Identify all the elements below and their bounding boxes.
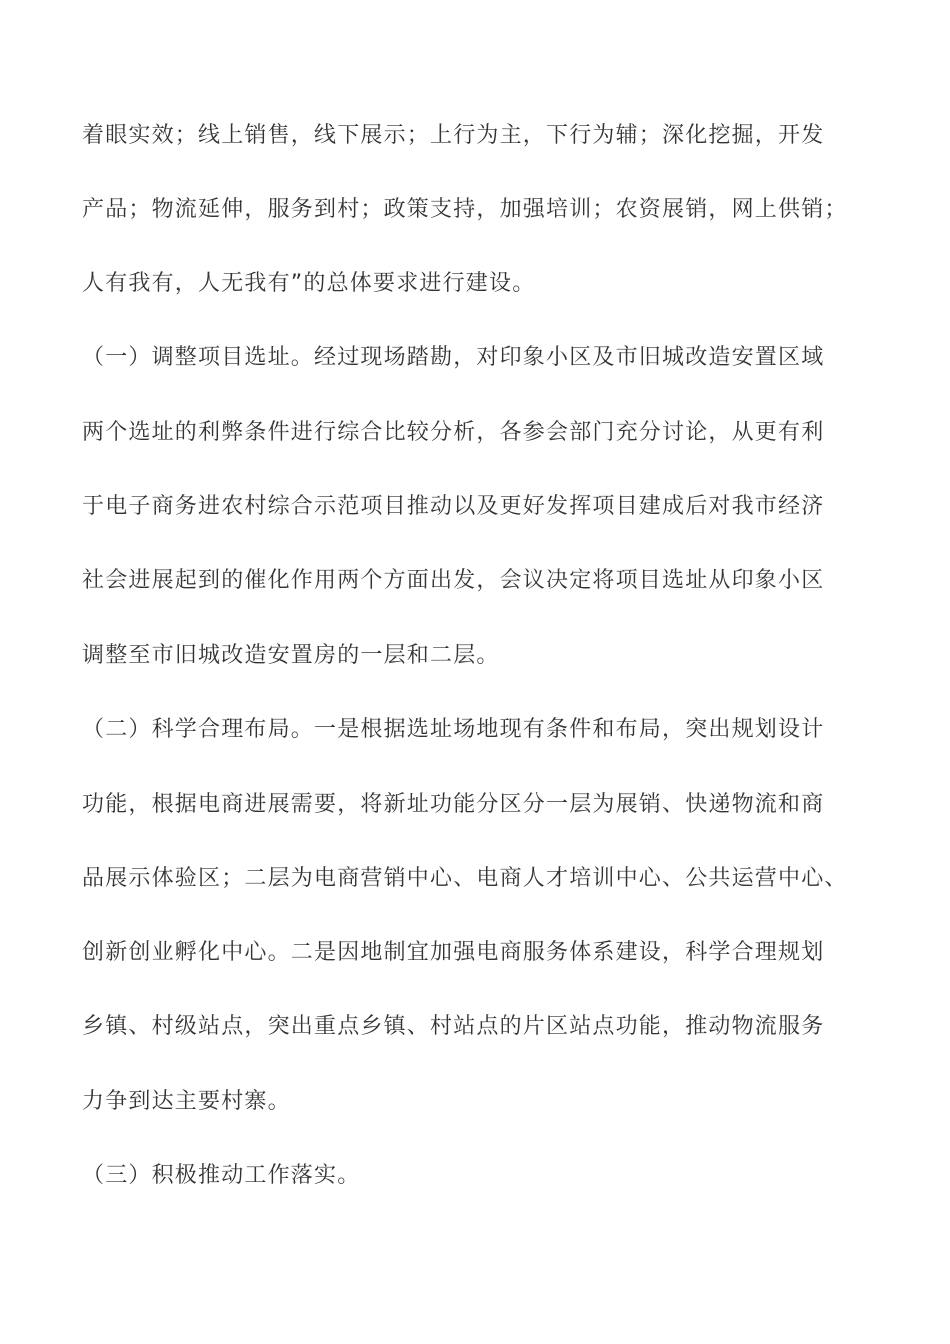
- text-line-8: 调整至市旧城改造安置房的一层和二层。: [82, 643, 500, 668]
- text-line-2: 产品；物流延伸，服务到村；政策支持，加强培训；农资展销，网上供销；: [82, 197, 848, 222]
- paragraph-two-heading-line: （二）科学合理布局。一是根据选址场地现有条件和布局，突出规划设计: [82, 717, 825, 742]
- text-line-7: 社会进展起到的催化作用两个方面出发，会议决定将项目选址从印象小区: [82, 568, 825, 593]
- text-line-5: 两个选址的利弊条件进行综合比较分析，各参会部门充分讨论，从更有利: [82, 420, 825, 445]
- text-line-13: 乡镇、村级站点，突出重点乡镇、村站点的片区站点功能，推动物流服务: [82, 1014, 825, 1039]
- text-line-14: 力争到达主要村寨。: [82, 1089, 291, 1114]
- paragraph-one-heading-line: （一）调整项目选址。经过现场踏勘，对印象小区及市旧城改造安置区域: [82, 345, 825, 370]
- text-line-3: 人有我有，人无我有”的总体要求进行建设。: [82, 271, 536, 296]
- paragraph-three-heading-line: （三）积极推动工作落实。: [82, 1163, 361, 1188]
- text-line-12: 创新创业孵化中心。二是因地制宜加强电商服务体系建设，科学合理规划: [82, 940, 825, 965]
- text-line-11: 品展示体验区；二层为电商营销中心、电商人才培训中心、公共运营中心、: [82, 866, 848, 891]
- text-line-6: 于电子商务进农村综合示范项目推动以及更好发挥项目建成后对我市经济: [82, 494, 825, 519]
- text-line-1: 着眼实效；线上销售，线下展示；上行为主，下行为辅；深化挖掘，开发: [82, 123, 825, 148]
- text-line-10: 功能，根据电商进展需要，将新址功能分区分一层为展销、快递物流和商: [82, 792, 825, 817]
